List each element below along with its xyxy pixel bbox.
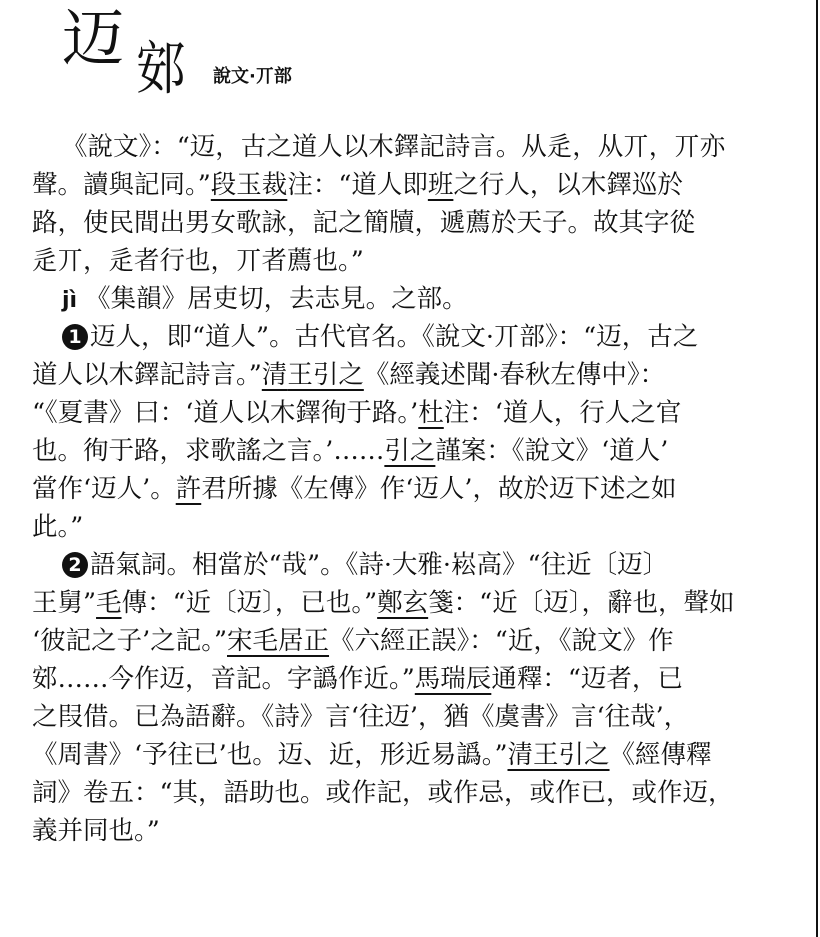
sense2-line-5: 之叚借。已為語辭。《詩》言‘往迈’，猶《虞書》言‘往哉’， — [32, 702, 690, 732]
person-name: 引之 — [384, 436, 436, 466]
sense1-line-2: 道人以木鐸記詩言。”清王引之《經義述聞·春秋左傳中》： — [32, 360, 666, 390]
page-border-rule — [816, 0, 818, 937]
pinyin: jì — [62, 288, 78, 313]
sense2-line-3: ‘彼記之子’之記。”宋毛居正《六經正誤》：“近，《說文》作 — [32, 626, 674, 656]
sense-number-badge: 1 — [62, 324, 88, 350]
sense1-line-3: “《夏書》曰：‘道人以木鐸徇于路。’杜注：‘道人，行人之官 — [32, 398, 682, 428]
person-name: 班 — [427, 170, 454, 200]
intro-line-3: 路，使民間出男女歌詠，記之簡牘，遞薦於天子。故其字從 — [32, 208, 696, 238]
sense2-line-1: 2 語氣詞。相當於“哉”。《詩·大雅·崧高》“往近〔迈〕 — [32, 546, 807, 584]
sense2-line-4: 䢿……今作迈，音記。字譌作近。”馬瑞辰通釋：“迈者，已 — [32, 664, 683, 694]
seal-source: 說文·丌部 — [213, 66, 292, 87]
sense2-line-7: 詞》卷五：“其，語助也。或作記，或作忌，或作已，或作迈， — [32, 778, 734, 808]
person-name: 王引之 — [533, 740, 610, 770]
headword: 迈 — [62, 2, 127, 75]
sense2-line-6: 《周書》‘予往已’也。迈、近，形近易譌。”清王引之《經傳釋 — [32, 740, 712, 770]
intro-line-2: 聲。讀與記同。”段玉裁注：“道人即班之行人，以木鐸巡於 — [32, 170, 683, 200]
sense2-line-2: 王舅”毛傳：“近〔迈〕，已也。”鄭玄箋：“近〔迈〕，辭也，聲如 — [32, 588, 735, 618]
seal-script-form: 䢿 — [136, 35, 184, 103]
dynasty-name: 清 — [261, 360, 288, 390]
intro-line-1: 《說文》：“迈，古之道人以木鐸記詩言。从辵，从丌，丌亦 — [62, 132, 726, 162]
pronunciation-line: jì 《集韻》居吏切，去志見。之部。 — [62, 284, 468, 314]
sense1-line-6: 此。” — [32, 512, 84, 542]
sense1-line-4: 也。徇于路，求歌謠之言。’……引之謹案：《說文》‘道人’ — [32, 436, 669, 466]
person-name: 馬瑞辰 — [414, 664, 492, 694]
person-name: 毛 — [96, 588, 122, 618]
person-name: 許 — [175, 474, 202, 504]
sense1-line-5: 當作‘迈人’。許君所據《左傳》作‘迈人’，故於迈下述之如 — [32, 474, 677, 504]
person-name: 毛居正 — [252, 626, 330, 656]
person-name: 鄭玄 — [377, 588, 429, 618]
person-name: 杜 — [418, 398, 444, 428]
person-name: 段玉裁 — [210, 170, 288, 200]
intro-line-4: 辵丌，辵者行也，丌者薦也。” — [32, 246, 364, 276]
dynasty-name: 宋 — [227, 626, 253, 656]
person-name: 王引之 — [287, 360, 364, 390]
sense1-line-1: 1 迈人，即“道人”。古代官名。《說文·丌部》：“迈，古之 — [32, 318, 807, 356]
dynasty-name: 清 — [507, 740, 534, 770]
entry-body — [32, 128, 807, 850]
sense2-line-8: 義并同也。” — [32, 816, 160, 846]
sense-number-badge: 2 — [62, 552, 88, 578]
